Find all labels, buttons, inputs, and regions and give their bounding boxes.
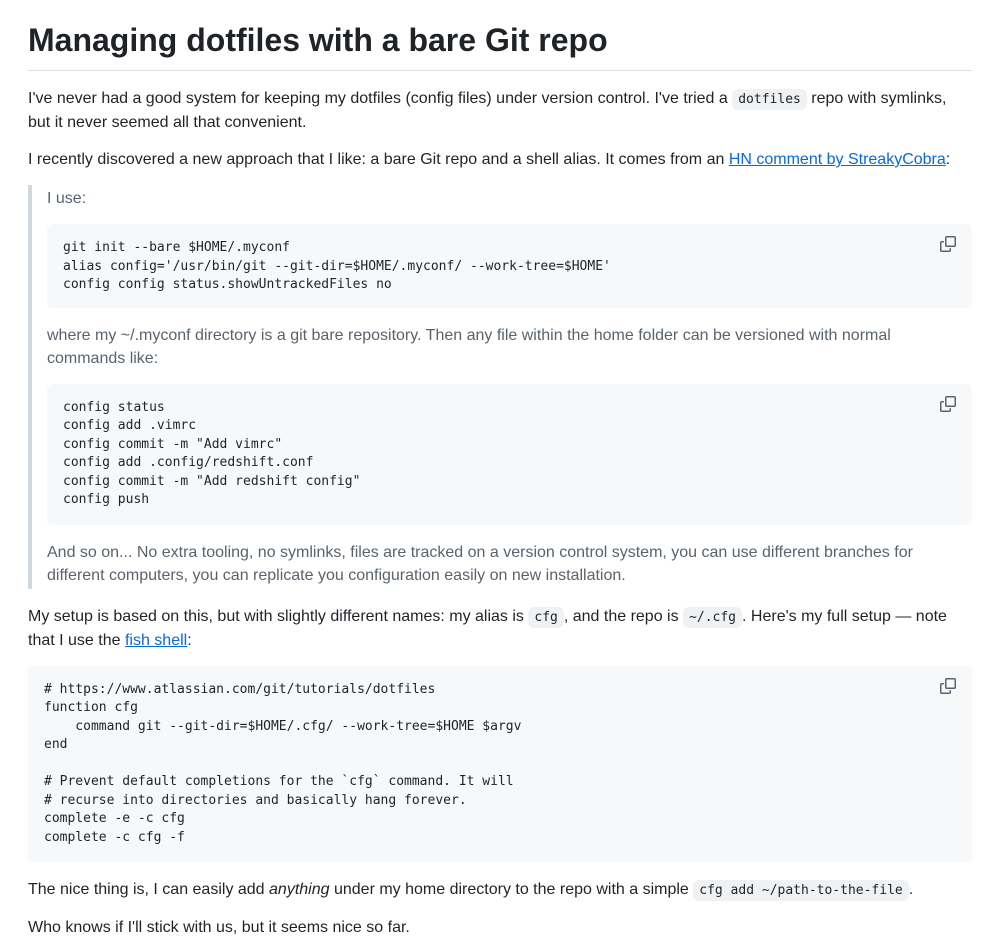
text: under my home directory to the repo with a simple	[329, 881, 694, 898]
intro-paragraph	[28, 87, 972, 134]
code-block-1	[47, 224, 972, 308]
discovery-paragraph	[28, 148, 972, 171]
inline-code: cfg	[528, 607, 563, 628]
text: The nice thing is, I can easily add	[28, 881, 270, 898]
copy-icon[interactable]	[940, 236, 958, 254]
nice-thing-paragraph	[28, 878, 972, 902]
quote-outro: And so on... No extra tooling, no symlinks, files are tracked on a version control system, you can use different branches for different computers, you can replicate you configuration easily on new installation.	[47, 543, 913, 584]
setup-paragraph	[28, 605, 972, 652]
copy-icon[interactable]	[940, 678, 958, 696]
code-text: # https://www.atlassian.com/git/tutorials/dotfiles function cfg command git --git-dir=$HOME/.cfg/ --work-tree=$HOME $argv end # Prevent default completions for the `cfg` command. It will # recurse into directories and basically hang forever. complete -e -c cfg complete -c cfg -f	[44, 681, 522, 845]
code-text: config status config add .vimrc config commit -m "Add vimrc" config add .config/redshift.conf config commit -m "Add redshift config" config push	[63, 399, 361, 507]
code-block-2	[47, 384, 972, 525]
blockquote	[28, 185, 972, 589]
text: :	[945, 151, 951, 168]
quote-middle: where my ~/.myconf directory is a git bare repository. Then any file within the home folder can be versioned with normal commands like:	[47, 326, 891, 367]
closing-paragraph: Who knows if I'll stick with us, but it seems nice so far.	[28, 919, 410, 936]
text: My setup is based on this, but with slightly different names: my alias is	[28, 607, 529, 625]
copy-icon[interactable]	[940, 396, 958, 414]
emphasis: anything	[269, 881, 330, 898]
fish-shell-link[interactable]: fish shell	[124, 631, 188, 649]
code-block-3	[28, 666, 972, 863]
page-title: Managing dotfiles with a bare Git repo	[28, 14, 972, 71]
text: :	[187, 631, 192, 649]
inline-code: cfg add ~/path-to-the-file	[693, 880, 909, 901]
text: .	[908, 881, 914, 898]
hn-comment-link[interactable]: HN comment by StreakyCobra	[728, 151, 946, 168]
text: , and the repo is	[563, 607, 684, 625]
text: . Here's my full setup — note that I use the	[28, 607, 947, 649]
text: I've never had a good system for keeping my dotfiles (config files) under version control. I've tried a	[28, 90, 733, 107]
code-text: git init --bare $HOME/.myconf alias config='/usr/bin/git --git-dir=$HOME/.myconf/ --work-tree=$HOME' config config status.showUntrackedFiles no	[63, 240, 611, 292]
text: I recently discovered a new approach that I like: a bare Git repo and a shell alias. It comes from an	[28, 151, 729, 168]
inline-code: ~/.cfg	[683, 607, 742, 628]
quote-intro: I use:	[47, 190, 87, 207]
inline-code: dotfiles	[732, 89, 807, 110]
text: repo with symlinks, but it never seemed all that convenient.	[28, 90, 947, 131]
